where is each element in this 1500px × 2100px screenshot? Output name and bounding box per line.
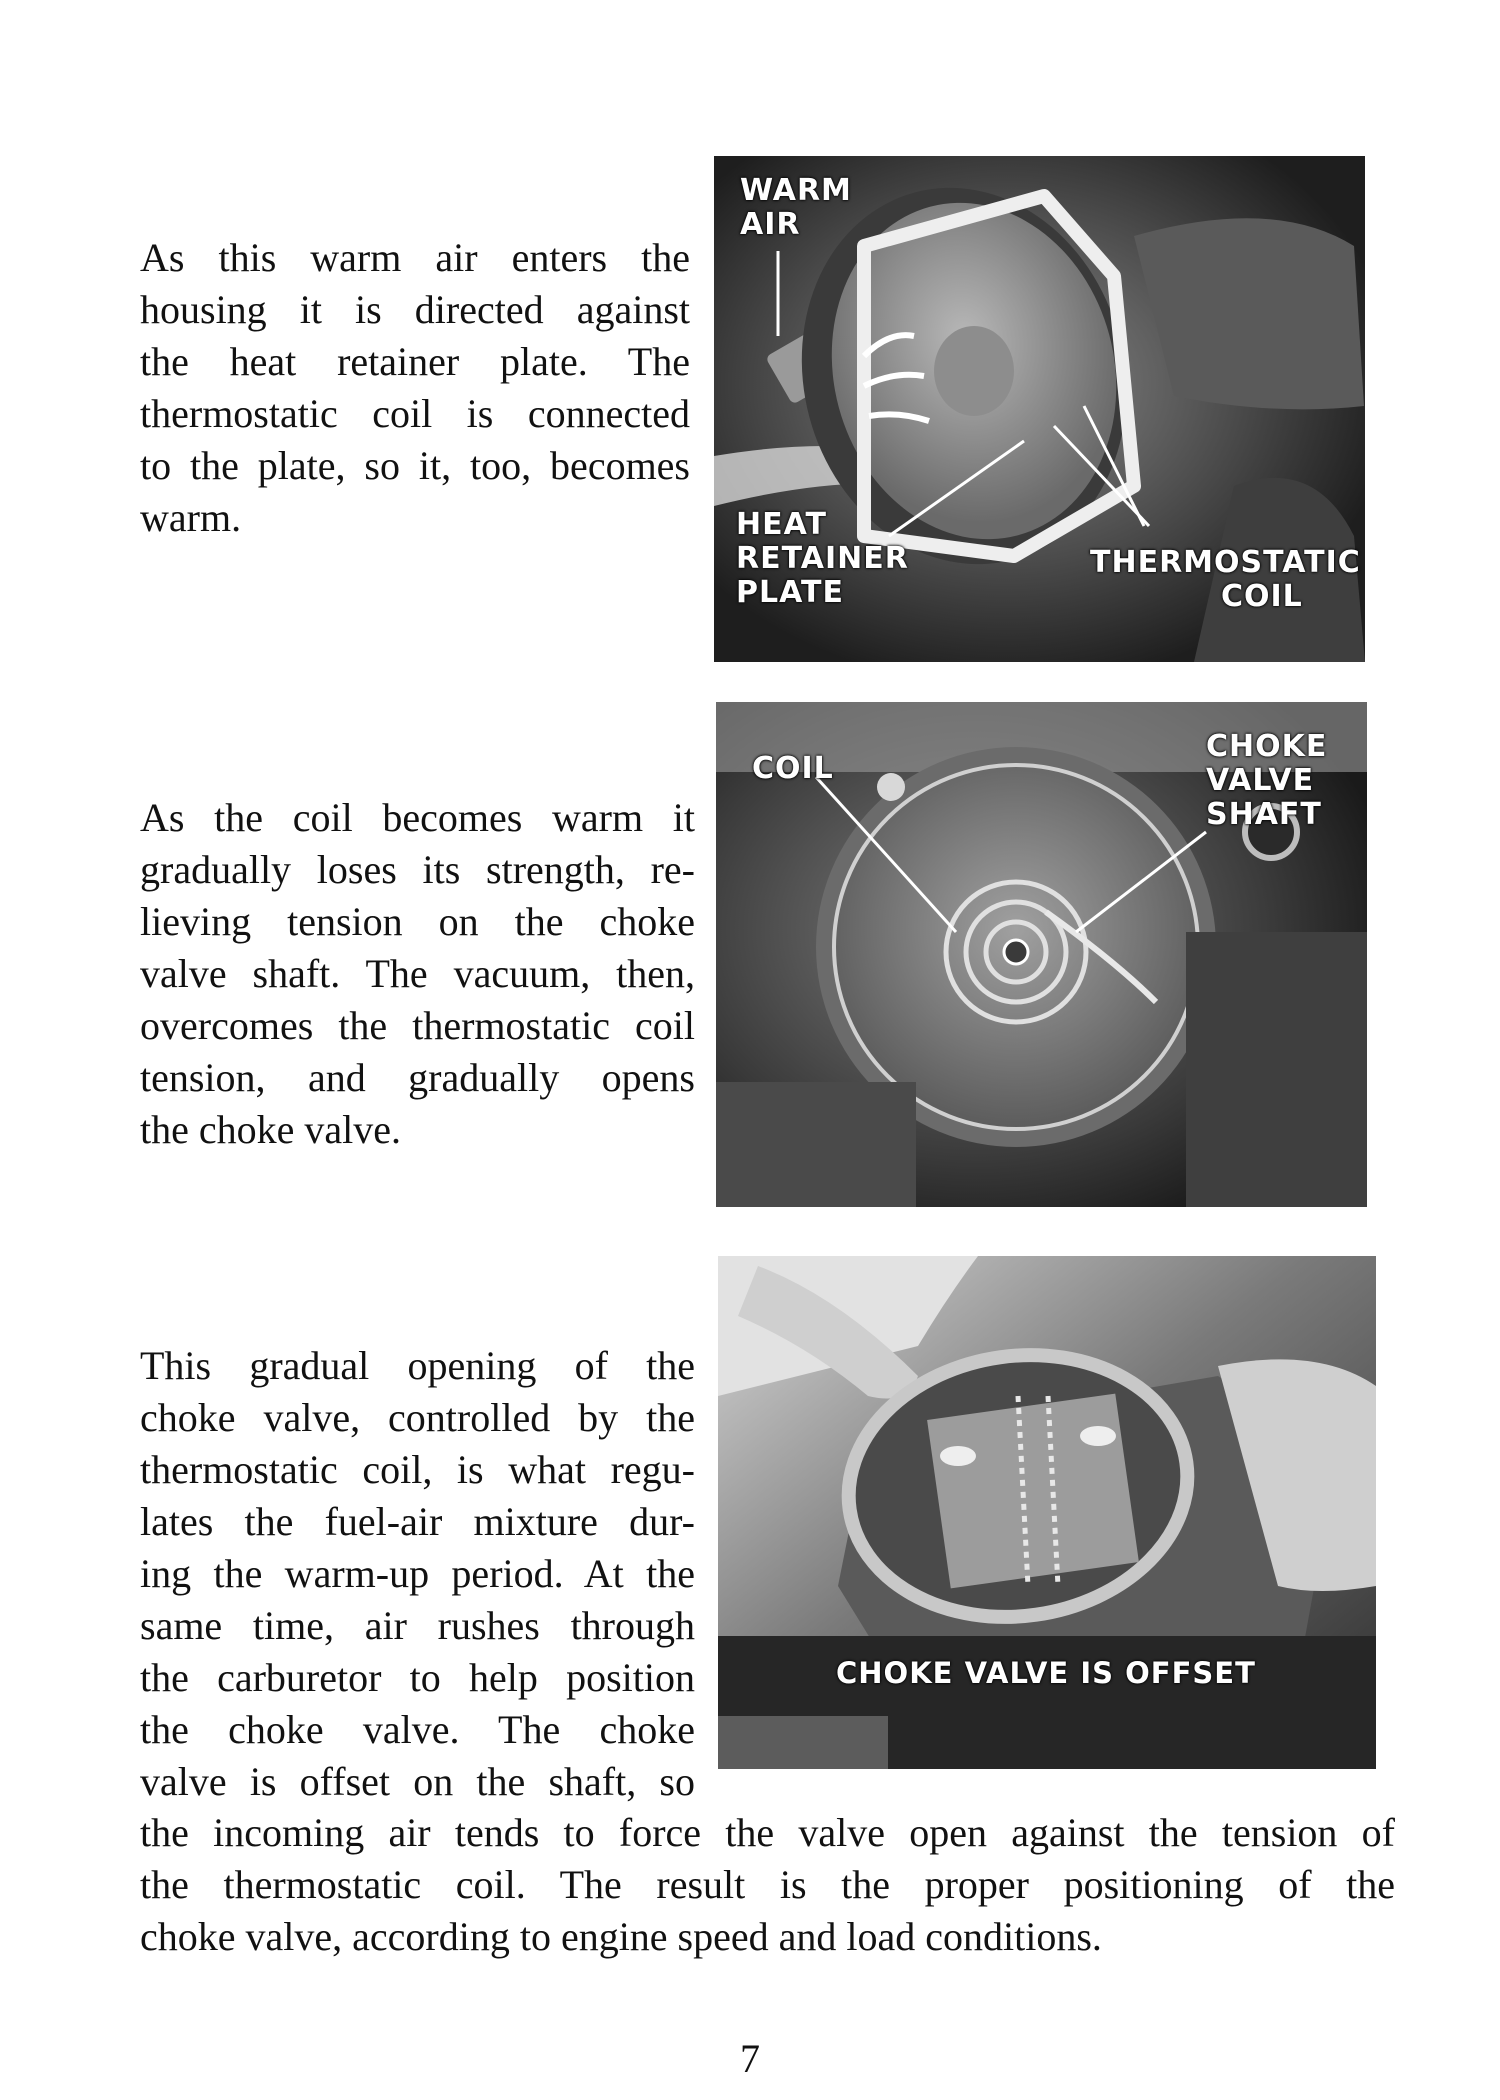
callout-line: SHAFT (1206, 797, 1322, 832)
callout-choke-valve-shaft (1206, 730, 1327, 832)
photo-choke-valve-offset (718, 1256, 1376, 1769)
text-line: overcomes the thermostatic coil (140, 1003, 695, 1048)
callout-line: COIL (1220, 579, 1303, 614)
callout-thermostatic-coil (1090, 546, 1361, 614)
text-line: tension, and gradually opens (140, 1055, 695, 1100)
text-line: valve is offset on the shaft, so (140, 1759, 695, 1804)
photo-choke-valve-offset-illustration (718, 1256, 1376, 1769)
text-line: This gradual opening of the (140, 1343, 695, 1388)
paragraph-gradual-opening (140, 1340, 695, 1808)
paragraph-warm-air (140, 232, 690, 544)
photo-coil-choke-shaft (716, 702, 1367, 1207)
text-line: gradually loses its strength, re- (140, 847, 695, 892)
callout-warm-air (740, 174, 852, 242)
text-line: warm. (140, 495, 242, 540)
text-line: to the plate, so it, too, becomes (140, 443, 690, 488)
page-number: 7 (740, 2036, 760, 2081)
callout-line: PLATE (736, 575, 844, 610)
callout-line: THERMOSTATIC (1090, 545, 1361, 580)
text-line: the incoming air tends to force the valve open against the tension of (140, 1810, 1395, 1855)
text-line: thermostatic coil, is what regu- (140, 1447, 695, 1492)
text-line: As this warm air enters the (140, 235, 690, 280)
photo-heat-retainer (714, 156, 1365, 662)
text-line: choke valve, according to engine speed and load conditions. (140, 1914, 1102, 1959)
text-line: the choke valve. The choke (140, 1707, 695, 1752)
paragraph-gradual-opening-continued (140, 1807, 1395, 1963)
text-line: valve shaft. The vacuum, then, (140, 951, 695, 996)
text-line: the thermostatic coil. The result is the proper positioning of the (140, 1862, 1395, 1907)
text-line: lieving tension on the choke (140, 899, 695, 944)
callout-coil (752, 752, 834, 786)
callout-line: CHOKE VALVE IS OFFSET (836, 1656, 1256, 1690)
callout-line: RETAINER (736, 541, 909, 576)
callout-line: HEAT (736, 507, 827, 542)
callout-line: AIR (740, 207, 801, 242)
text-line: the heat retainer plate. The (140, 339, 690, 384)
text-line: choke valve, controlled by the (140, 1395, 695, 1440)
callout-line: WARM (740, 173, 852, 208)
text-line: housing it is directed against (140, 287, 690, 332)
callout-line: CHOKE (1206, 729, 1328, 764)
text-line: As the coil becomes warm it (140, 795, 695, 840)
paragraph-coil-warm (140, 792, 695, 1156)
text-line: thermostatic coil is connected (140, 391, 690, 436)
text-line: ing the warm-up period. At the (140, 1551, 695, 1596)
text-line: the carburetor to help position (140, 1655, 695, 1700)
text-line: the choke valve. (140, 1107, 401, 1152)
text-line: same time, air rushes through (140, 1603, 695, 1648)
text-line: lates the fuel-air mixture dur- (140, 1499, 695, 1544)
callout-line: COIL (752, 751, 834, 786)
callout-heat-retainer-plate (736, 508, 909, 610)
callout-line: VALVE (1206, 763, 1315, 798)
callout-choke-valve-offset (836, 1656, 1256, 1690)
